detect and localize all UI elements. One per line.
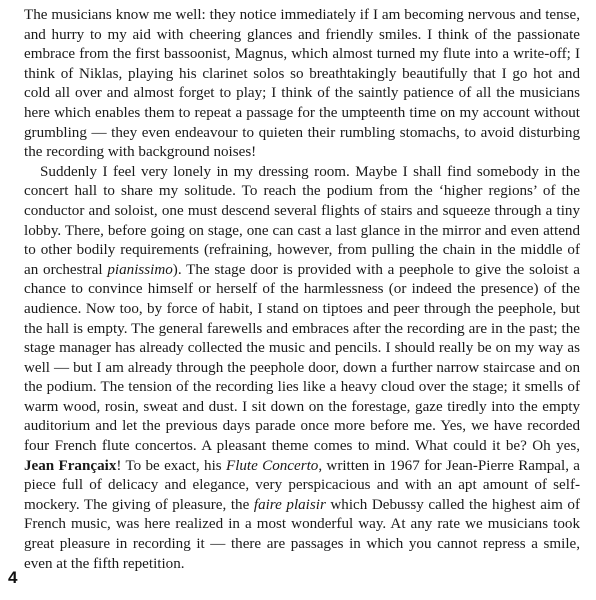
italic-run: pianissimo xyxy=(107,261,173,278)
text-run: which Debussy called the highest aim of French music, was here realized in a most wonderful way. At any rate we musicians took great pleasure in recording it — there are passages in which you cannot repress a smile, even at the fifth repetition. xyxy=(24,496,580,572)
text-column xyxy=(24,6,580,574)
text-run: ! To be exact, his xyxy=(116,457,226,474)
text-run: , written in 1967 for Jean-Pierre Rampal, a piece full of delicacy and elegance, very perspicacious and with an apt amount of self-mockery. The giving of pleasure, the xyxy=(24,457,580,513)
paragraph-1 xyxy=(24,6,580,163)
bold-run: Jean Françaix xyxy=(24,457,117,474)
italic-run: faire plaisir xyxy=(253,496,326,513)
paragraph-2 xyxy=(24,163,580,574)
text-run: The musicians know me well: they notice immediately if I am becoming nervous and tense, and hurry to my aid with cheering glances and friendly smiles. I think of the passionate embrace from the first bassoonist, Magnus, which almost turned my flute into a write-off; I think of Niklas, playing his clarinet solos so breathtakingly beautifully that I go hot and cold all over and almost forget to play; I think of the saintly patience of all the musicians here which enables them to repeat a passage for the umpteenth time on my account without grumbling — they even endeavour to quieten their rumbling stomachs, to avoid disturbing the recording with background noises! xyxy=(24,7,580,161)
page-number: 4 xyxy=(8,568,18,587)
text-run: ). The stage door is provided with a peephole to give the soloist a chance to convince himself or herself of the harmlessness (or indeed the presence) of the audience. Now too, by force of habit, I stand on tiptoes and peer through the peephole, but the hall is empty. The general farewells and embraces after the recording are in the past; the stage manager has already collected the music and pencils. I should really be on my way as well — but I am already through the peephole door, down a further narrow staircase and on the podium. The tension of the recording lies like a heavy cloud over the stage; it smells of warm wood, rosin, sweat and dust. I sit down on the forestage, gaze tiredly into the empty auditorium and let the previous days parade once more before me. Yes, we have recorded four French flute concertos. A pleasant theme comes to mind. What could it be? Oh yes, xyxy=(24,261,580,455)
text-run: Suddenly I feel very lonely in my dressing room. Maybe I shall find somebody in the concert hall to share my solitude. To reach the podium from the ‘higher regions’ of the conductor and soloist, one must descend several flights of stairs and squeeze through a tiny lobby. There, before going on stage, one can cast a last glance in the mirror and even attend to other bodily requirements (refraining, however, from pulling the chain in the middle of an orchestral xyxy=(24,163,580,278)
italic-run: Flute Concerto xyxy=(225,457,319,474)
